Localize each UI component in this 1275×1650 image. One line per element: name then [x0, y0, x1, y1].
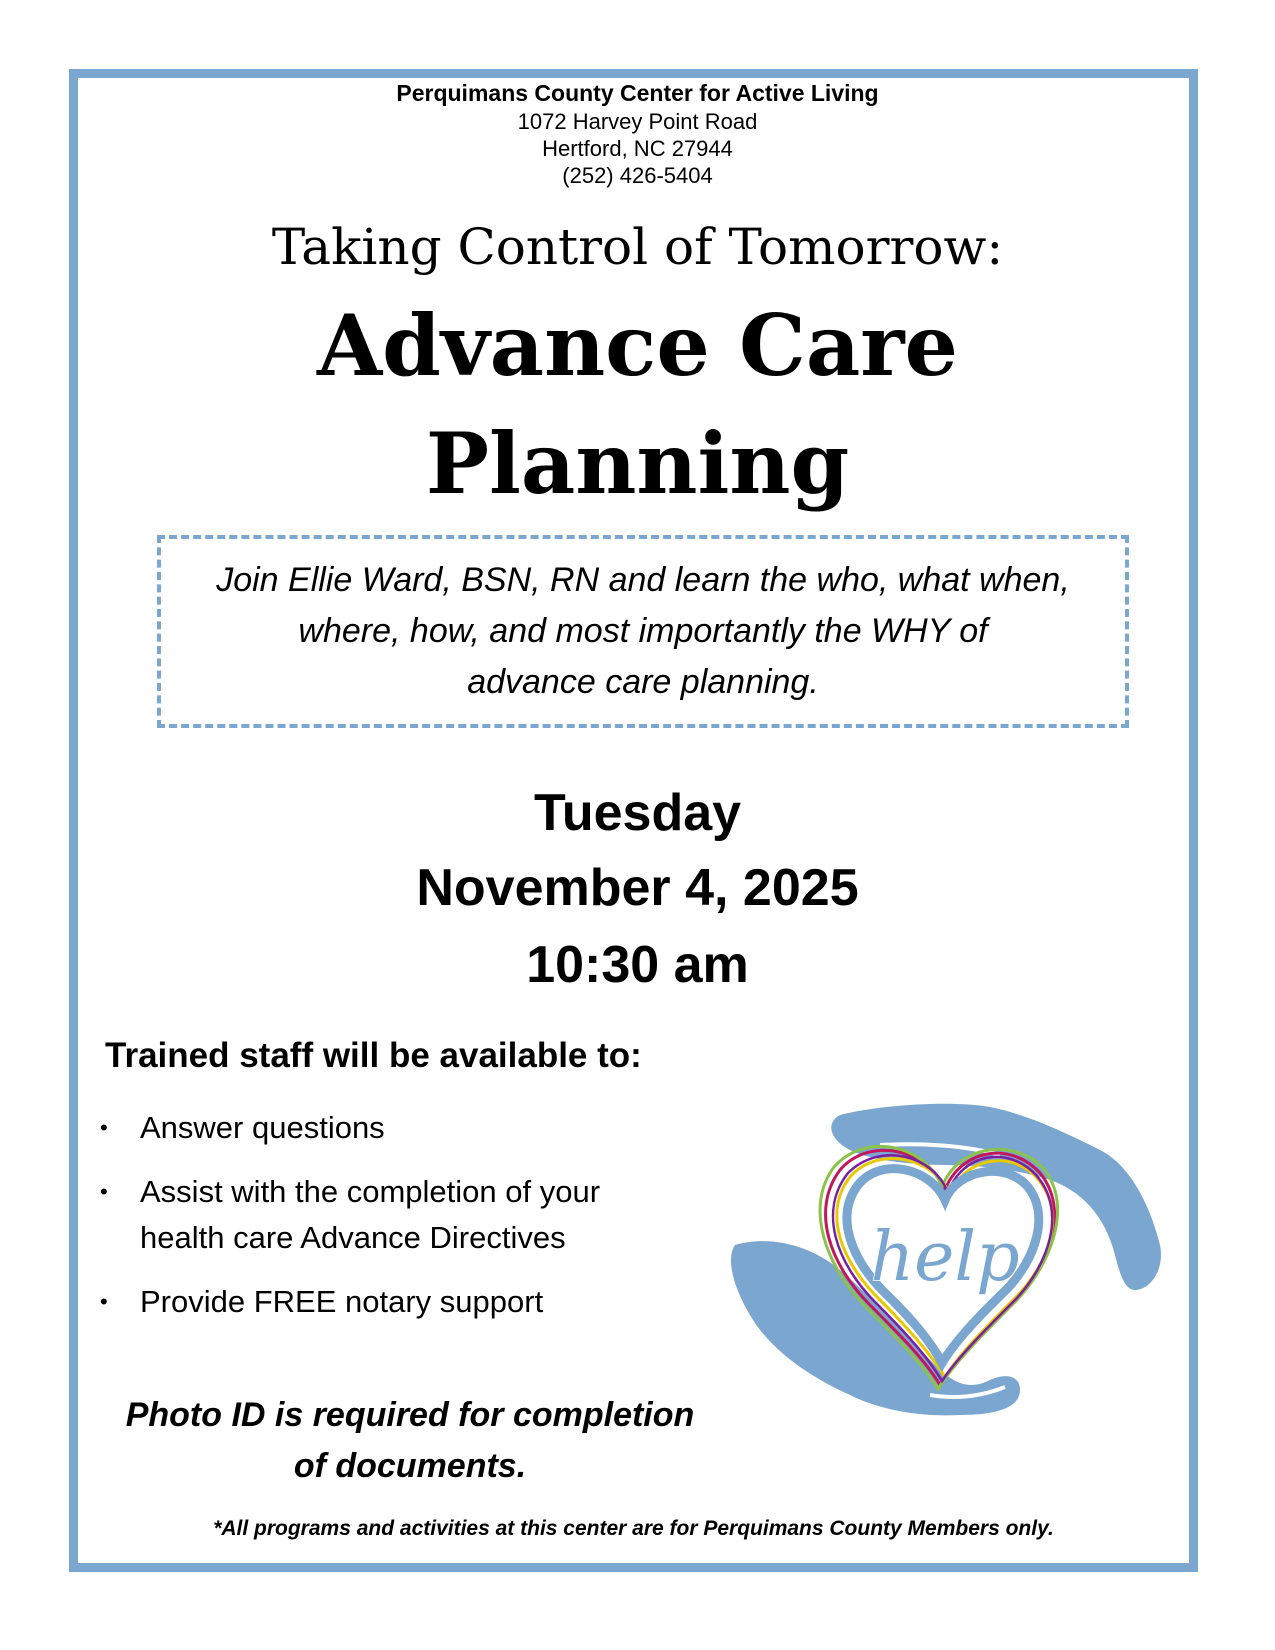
service-text: Provide FREE notary support: [140, 1284, 544, 1319]
photo-id-notice: [100, 1390, 720, 1492]
description-line-1: Join Ellie Ward, BSN, RN and learn the who, what when,: [216, 561, 1070, 599]
services-list: [100, 1105, 720, 1343]
list-item: [100, 1279, 720, 1325]
list-item: [100, 1105, 720, 1151]
services-heading: Trained staff will be available to:: [105, 1036, 642, 1075]
subtitle: Taking Control of Tomorrow:: [271, 218, 1004, 276]
event-time: 10:30 am: [526, 936, 749, 994]
description-box: [157, 535, 1129, 728]
service-text-continued: health care Advance Directives: [140, 1220, 566, 1255]
event-date: November 4, 2025: [416, 859, 859, 917]
description-text: [173, 555, 1113, 708]
bullet-icon: •: [100, 1115, 108, 1140]
description-line-2: where, how, and most importantly the WHY of: [298, 612, 988, 650]
title-line-2: Planning: [425, 414, 850, 513]
address-street: 1072 Harvey Point Road: [517, 109, 758, 134]
bullet-icon: •: [100, 1179, 108, 1204]
list-item: [100, 1169, 720, 1261]
footnote: *All programs and activities at this center are for Perquimans County Members only.: [213, 1517, 1054, 1540]
photo-id-line-1: Photo ID is required for completion: [125, 1396, 695, 1434]
title-line-1: Advance Care: [316, 296, 959, 395]
photo-id-line-2: of documents.: [293, 1447, 527, 1485]
bullet-icon: •: [100, 1289, 108, 1314]
org-name: Perquimans County Center for Active Living: [396, 80, 879, 106]
hands-heart-illustration: [730, 1095, 1190, 1435]
phone-number: (252) 426-5404: [562, 163, 713, 188]
service-text: Answer questions: [140, 1110, 385, 1145]
description-line-3: advance care planning.: [467, 663, 819, 701]
event-day: Tuesday: [533, 784, 742, 842]
service-text: Assist with the completion of your: [140, 1174, 601, 1209]
address-city: Hertford, NC 27944: [542, 136, 733, 161]
help-word: help: [870, 1218, 1020, 1297]
